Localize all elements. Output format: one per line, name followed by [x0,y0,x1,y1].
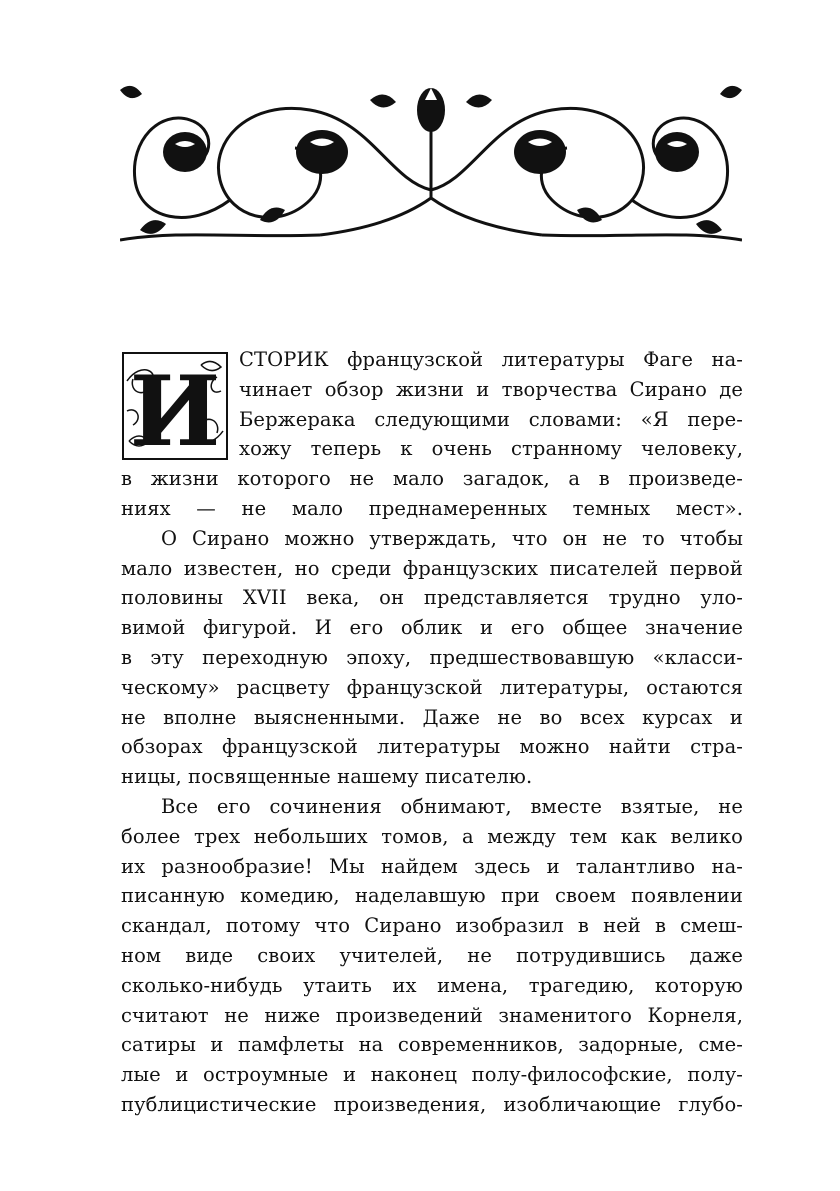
paragraph-2-line-9: ницы, посвященные нашему писателю. [121,765,533,789]
paragraph-2-line-4: вимой фигурой. И его облик и его общее значение [121,616,743,640]
drop-cap-initial [121,351,229,461]
paragraph-3-line-6: ном виде своих учителей, не потрудившись даже [121,943,743,967]
paragraph-1-line-2: чинает обзор жизни и творчества Сирано де [239,377,743,401]
paragraph-1-line-4: хожу теперь к очень странному человеку, [239,437,743,461]
floral-vignette-ornament [120,80,742,246]
paragraph-2-line-1: О Сирано можно утверждать, что он не то чтобы [161,526,743,550]
paragraph-3-line-4: писанную комедию, наделавшую при своем появлении [121,884,743,908]
paragraph-3-line-7: сколько-нибудь утаить их имена, трагедию, которую [121,973,743,997]
paragraph-3-line-2: более трех небольших томов, а между тем как велико [121,824,743,848]
paragraph-3-line-1: Все его сочинения обнимают, вместе взятые, не [161,794,743,818]
paragraph-1-line-6: ниях — не мало преднамеренных темных мест». [121,496,743,520]
paragraph-2-line-8: обзорах французской литературы можно найти стра- [121,735,743,759]
paragraph-1-line-5: в жизни которого не мало загадок, а в произведе- [121,467,743,491]
paragraph-2-line-2: мало известен, но среди французских писателей первой [121,556,743,580]
drop-cap-letter: И [129,355,221,461]
paragraph-3-line-3: их разнообразие! Мы найдем здесь и талантливо на- [121,854,743,878]
paragraph-3-line-8: считают не ниже произведений знаменитого Корнеля, [121,1003,743,1027]
paragraph-3-line-11: публицистические произведения, изобличающие глубо- [121,1092,743,1116]
paragraph-2-line-3: половины XVII века, он представляется трудно уло- [121,586,743,610]
paragraph-3-line-9: сатиры и памфлеты на современников, задорные, сме- [121,1033,743,1057]
paragraph-3-line-10: лые и остроумные и наконец полу-философские, полу- [121,1063,743,1087]
paragraph-1-line-1: СТОРИК французской литературы Фаге на- [239,348,743,371]
paragraph-3-line-5: скандал, потому что Сирано изобразил в ней в смеш- [121,914,743,938]
paragraph-2-line-7: не вполне выясненными. Даже не во всех курсах и [121,705,743,729]
paragraph-1-line-3: Бержерака следующими словами: «Я пере- [239,407,743,431]
paragraph-2-line-5: в эту переходную эпоху, предшествовавшую «класси- [121,645,743,669]
paragraph-2-line-6: ческому» расцвету французской литературы, остаются [121,675,743,699]
article-text [121,345,743,1120]
